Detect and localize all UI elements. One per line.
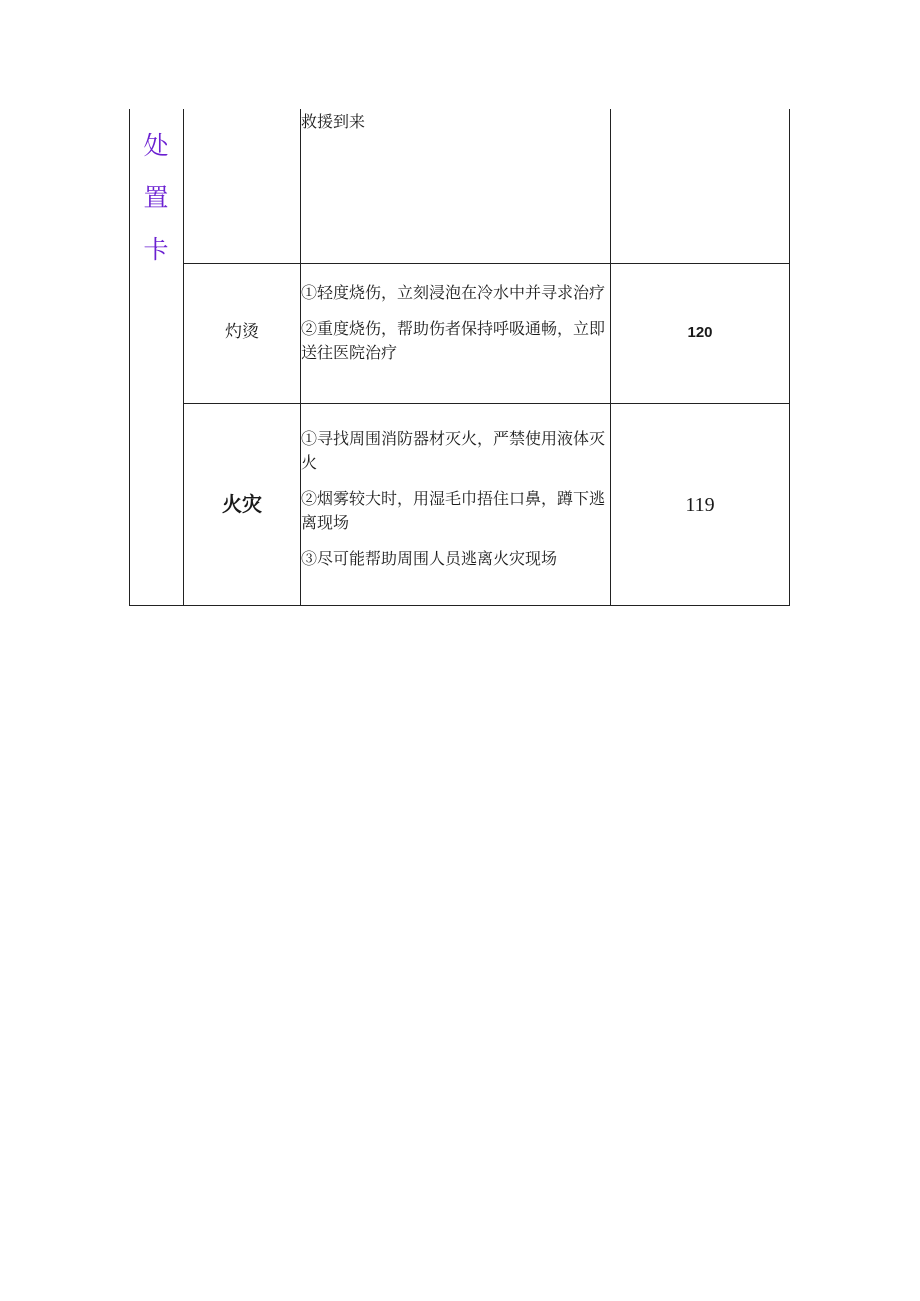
side-title-char: 处 [143, 131, 169, 160]
step-text: ②重度烧伤，帮助伤者保持呼吸通畅，立即送往医院治疗 [301, 319, 606, 362]
step-text: ③尽可能帮助周围人员逃离火灾现场 [301, 549, 558, 568]
table-row [301, 110, 609, 146]
step-text: ①轻度烧伤，立刻浸泡在冷水中并寻求治疗 [301, 283, 606, 302]
column-divider-3 [610, 109, 611, 605]
side-title [130, 120, 182, 276]
hazard-name-burn: 灼烫 [225, 322, 259, 342]
step-text: 救援到来 [301, 112, 366, 131]
phone-number: 120 [687, 324, 713, 341]
table-border-right [789, 109, 790, 605]
hazard-name-fire: 火灾 [222, 492, 262, 516]
step-text: ①寻找周围消防器材灭火，严禁使用液体灭火 [301, 429, 606, 472]
row-divider-2 [183, 403, 790, 404]
column-divider-1 [183, 109, 184, 605]
step-text: ②烟雾较大时，用湿毛巾捂住口鼻，蹲下逃离现场 [301, 489, 606, 532]
row-divider-1 [183, 263, 790, 264]
side-title-char: 卡 [143, 235, 169, 264]
table-row [301, 281, 609, 377]
table-row [301, 427, 609, 583]
phone-number: 119 [685, 494, 715, 516]
table-border-bottom [129, 605, 790, 606]
side-title-char: 置 [143, 183, 169, 212]
